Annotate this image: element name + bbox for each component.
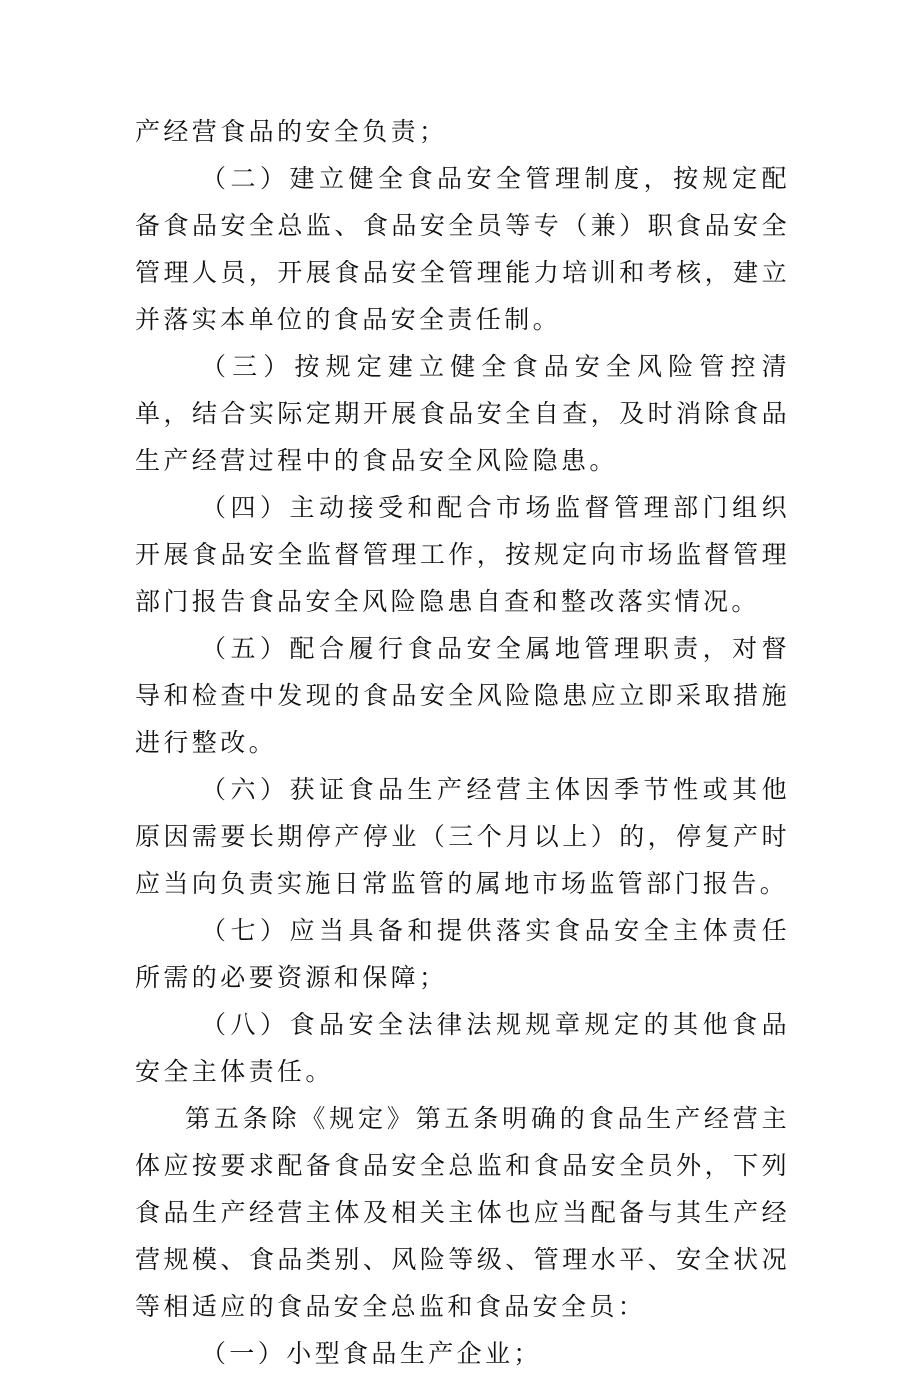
paragraph-item-7: （七）应当具备和提供落实食品安全主体责任所需的必要资源和保障； (135, 916, 790, 992)
paragraph-item-8: （八）食品安全法律法规规章规定的其他食品安全主体责任。 (135, 1010, 790, 1086)
paragraph-article-5: 第五条除《规定》第五条明确的食品生产经营主体应按要求配备食品安全总监和食品安全员外，下列食品生产经营主体及相关主体也应当配备与其生产经营规模、食品类别、风险等级、管理水平、安全状况等相适应的食品安全总监和食品安全员： (135, 1104, 790, 1321)
paragraph-continuation: 产经营食品的安全负责； (135, 117, 448, 146)
document-body (135, 108, 790, 1377)
paragraph-subitem-1: （一）小型食品生产企业； (201, 1339, 542, 1368)
paragraph-item-4: （四）主动接受和配合市场监督管理部门组织开展食品安全监督管理工作，按规定向市场监督管理部门报告食品安全风险隐患自查和整改落实情况。 (135, 493, 790, 616)
paragraph-item-6: （六）获证食品生产经营主体因季节性或其他原因需要长期停产停业（三个月以上）的，停复产时应当向负责实施日常监管的属地市场监管部门报告。 (135, 775, 790, 898)
paragraph-item-3: （三）按规定建立健全食品安全风险管控清单，结合实际定期开展食品安全自查，及时消除食品生产经营过程中的食品安全风险隐患。 (135, 352, 790, 475)
paragraph-item-5: （五）配合履行食品安全属地管理职责，对督导和检查中发现的食品安全风险隐患应立即采取措施进行整改。 (135, 634, 790, 757)
paragraph-item-2: （二）建立健全食品安全管理制度，按规定配备食品安全总监、食品安全员等专（兼）职食品安全管理人员，开展食品安全管理能力培训和考核，建立并落实本单位的食品安全责任制。 (135, 164, 790, 334)
